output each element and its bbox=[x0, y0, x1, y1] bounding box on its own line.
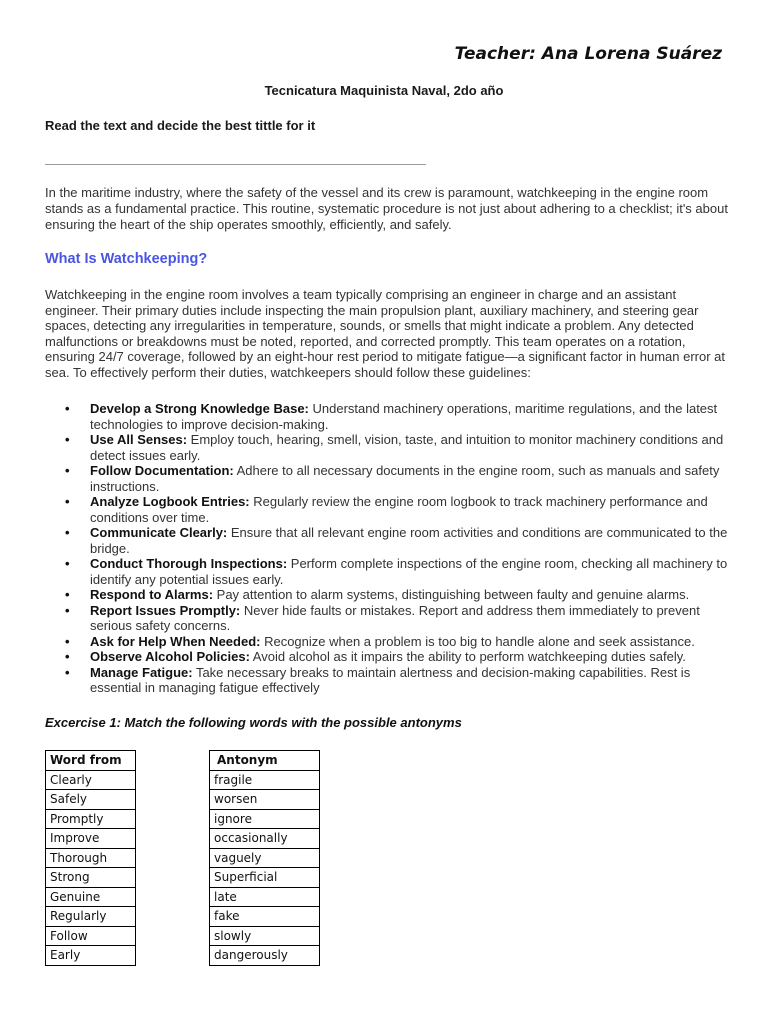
guidelines-list bbox=[45, 401, 730, 696]
table-cell: dangerously bbox=[210, 946, 320, 966]
list-item-title: Analyze Logbook Entries: bbox=[90, 494, 250, 509]
list-item-title: Ask for Help When Needed: bbox=[90, 633, 261, 649]
list-item-text: Pay attention to alarm systems, distinguishing between faulty and genuine alarms. bbox=[213, 587, 690, 602]
list-item bbox=[45, 556, 730, 587]
table-cell: Thorough bbox=[46, 848, 136, 868]
bullet-icon: • bbox=[65, 556, 70, 571]
list-item-text: Perform complete inspections of the engine room, checking all machinery to identify any potential issues early. bbox=[90, 556, 728, 587]
section-heading: What Is Watchkeeping? bbox=[45, 251, 208, 267]
list-item bbox=[45, 401, 730, 432]
intro-paragraph: In the maritime industry, where the safety of the vessel and its crew is paramount, watchkeeping in the engine room stands as a fundamental practice. This routine, systematic procedure is not just about adhering to a checklist; it's about ensuring the heart of the ship operates smoothly, efficiently, and safely. bbox=[45, 185, 728, 232]
bullet-icon: • bbox=[65, 432, 70, 447]
list-item-title: Manage Fatigue: bbox=[90, 664, 193, 680]
list-item bbox=[45, 463, 730, 494]
exercise-title: Excercise 1: Match the following words with the possible antonyms bbox=[45, 715, 462, 730]
course-title: Tecnicatura Maquinista Naval, 2do año bbox=[264, 83, 504, 98]
bullet-icon: • bbox=[65, 494, 70, 509]
table-cell: vaguely bbox=[210, 848, 320, 868]
table-cell: Follow bbox=[46, 926, 136, 946]
table-cell: Genuine bbox=[46, 887, 136, 907]
list-item-title: Respond to Alarms: bbox=[90, 587, 214, 602]
table-cell: Regularly bbox=[46, 907, 136, 927]
antonyms-table-header: Antonym bbox=[210, 751, 320, 771]
words-table bbox=[45, 750, 136, 966]
table-cell: Superficial bbox=[210, 868, 320, 888]
table-cell: ignore bbox=[210, 809, 320, 829]
list-item bbox=[45, 525, 730, 556]
bullet-icon: • bbox=[65, 664, 70, 680]
table-cell: occasionally bbox=[210, 829, 320, 849]
table-cell: slowly bbox=[210, 926, 320, 946]
table-cell: fake bbox=[210, 907, 320, 927]
list-item-title: Conduct Thorough Inspections: bbox=[90, 556, 288, 571]
list-item-text: Avoid alcohol as it impairs the ability to perform watchkeeping duties safely. bbox=[249, 649, 686, 664]
table-cell: fragile bbox=[210, 770, 320, 790]
list-item-title: Follow Documentation: bbox=[90, 463, 234, 478]
teacher-name: Teacher: Ana Lorena Suárez bbox=[454, 44, 722, 64]
list-item-title: Use All Senses: bbox=[90, 432, 188, 447]
body-paragraph: Watchkeeping in the engine room involves a team typically comprising an engineer in charge and an assistant engineer. Their primary duties include inspecting the main propulsion plant, auxiliary machinery, and steering gear spaces, detecting any irregularities in temperature, sounds, or smells that might indicate a problem. Any detected malfunctions or breakdowns must be noted, reported, and corrected promptly. This team operates on a rotation, ensuring 24/7 coverage, followed by an eight-hour rest period to mitigate fatigue—a significant factor in human error at sea. To effectively perform their duties, watchkeepers should follow these guidelines: bbox=[45, 287, 725, 380]
bullet-icon: • bbox=[65, 587, 70, 602]
list-item-text: Ensure that all relevant engine room activities and conditions are communicated to the bridge. bbox=[90, 525, 728, 556]
bullet-icon: • bbox=[65, 649, 70, 664]
list-item-text: Recognize when a problem is too big to handle alone and seek assistance. bbox=[260, 633, 695, 649]
bullet-icon: • bbox=[65, 602, 70, 618]
list-item bbox=[45, 649, 730, 665]
list-item-title: Report Issues Promptly: bbox=[90, 602, 241, 618]
list-item-text: Never hide faults or mistakes. Report and address them immediately to prevent serious safety concerns. bbox=[90, 602, 700, 633]
list-item bbox=[45, 432, 730, 463]
bullet-icon: • bbox=[65, 463, 70, 478]
list-item-text: Adhere to all necessary documents in the engine room, such as manuals and safety instructions. bbox=[90, 463, 720, 494]
antonyms-table bbox=[209, 750, 320, 966]
table-cell: Improve bbox=[46, 829, 136, 849]
table-cell: Promptly bbox=[46, 809, 136, 829]
list-item bbox=[45, 494, 730, 525]
table-cell: Safely bbox=[46, 790, 136, 810]
list-item bbox=[45, 665, 730, 696]
list-item bbox=[45, 587, 730, 603]
answer-line bbox=[45, 164, 426, 165]
list-item-title: Develop a Strong Knowledge Base: bbox=[90, 401, 309, 416]
table-cell: Early bbox=[46, 946, 136, 966]
words-table-header: Word from bbox=[46, 751, 136, 771]
bullet-icon: • bbox=[65, 525, 70, 540]
table-cell: Clearly bbox=[46, 770, 136, 790]
list-item-title: Observe Alcohol Policies: bbox=[90, 649, 250, 664]
list-item bbox=[45, 634, 730, 650]
list-item-text: Take necessary breaks to maintain alertness and decision-making capabilities. Rest is essential in managing fatigue effectively bbox=[90, 664, 691, 695]
table-cell: late bbox=[210, 887, 320, 907]
table-cell: worsen bbox=[210, 790, 320, 810]
bullet-icon: • bbox=[65, 633, 70, 649]
list-item-text: Employ touch, hearing, smell, vision, taste, and intuition to monitor machinery conditions and detect issues early. bbox=[90, 432, 724, 463]
list-item-title: Communicate Clearly: bbox=[90, 525, 228, 540]
list-item bbox=[45, 603, 730, 634]
list-item-text: Regularly review the engine room logbook to track machinery performance and conditions over time. bbox=[90, 494, 708, 525]
list-item-text: Understand machinery operations, maritime regulations, and the latest technologies to improve decision-making. bbox=[90, 401, 718, 432]
table-cell: Strong bbox=[46, 868, 136, 888]
instruction-text: Read the text and decide the best tittle for it bbox=[45, 118, 316, 133]
bullet-icon: • bbox=[65, 401, 70, 416]
